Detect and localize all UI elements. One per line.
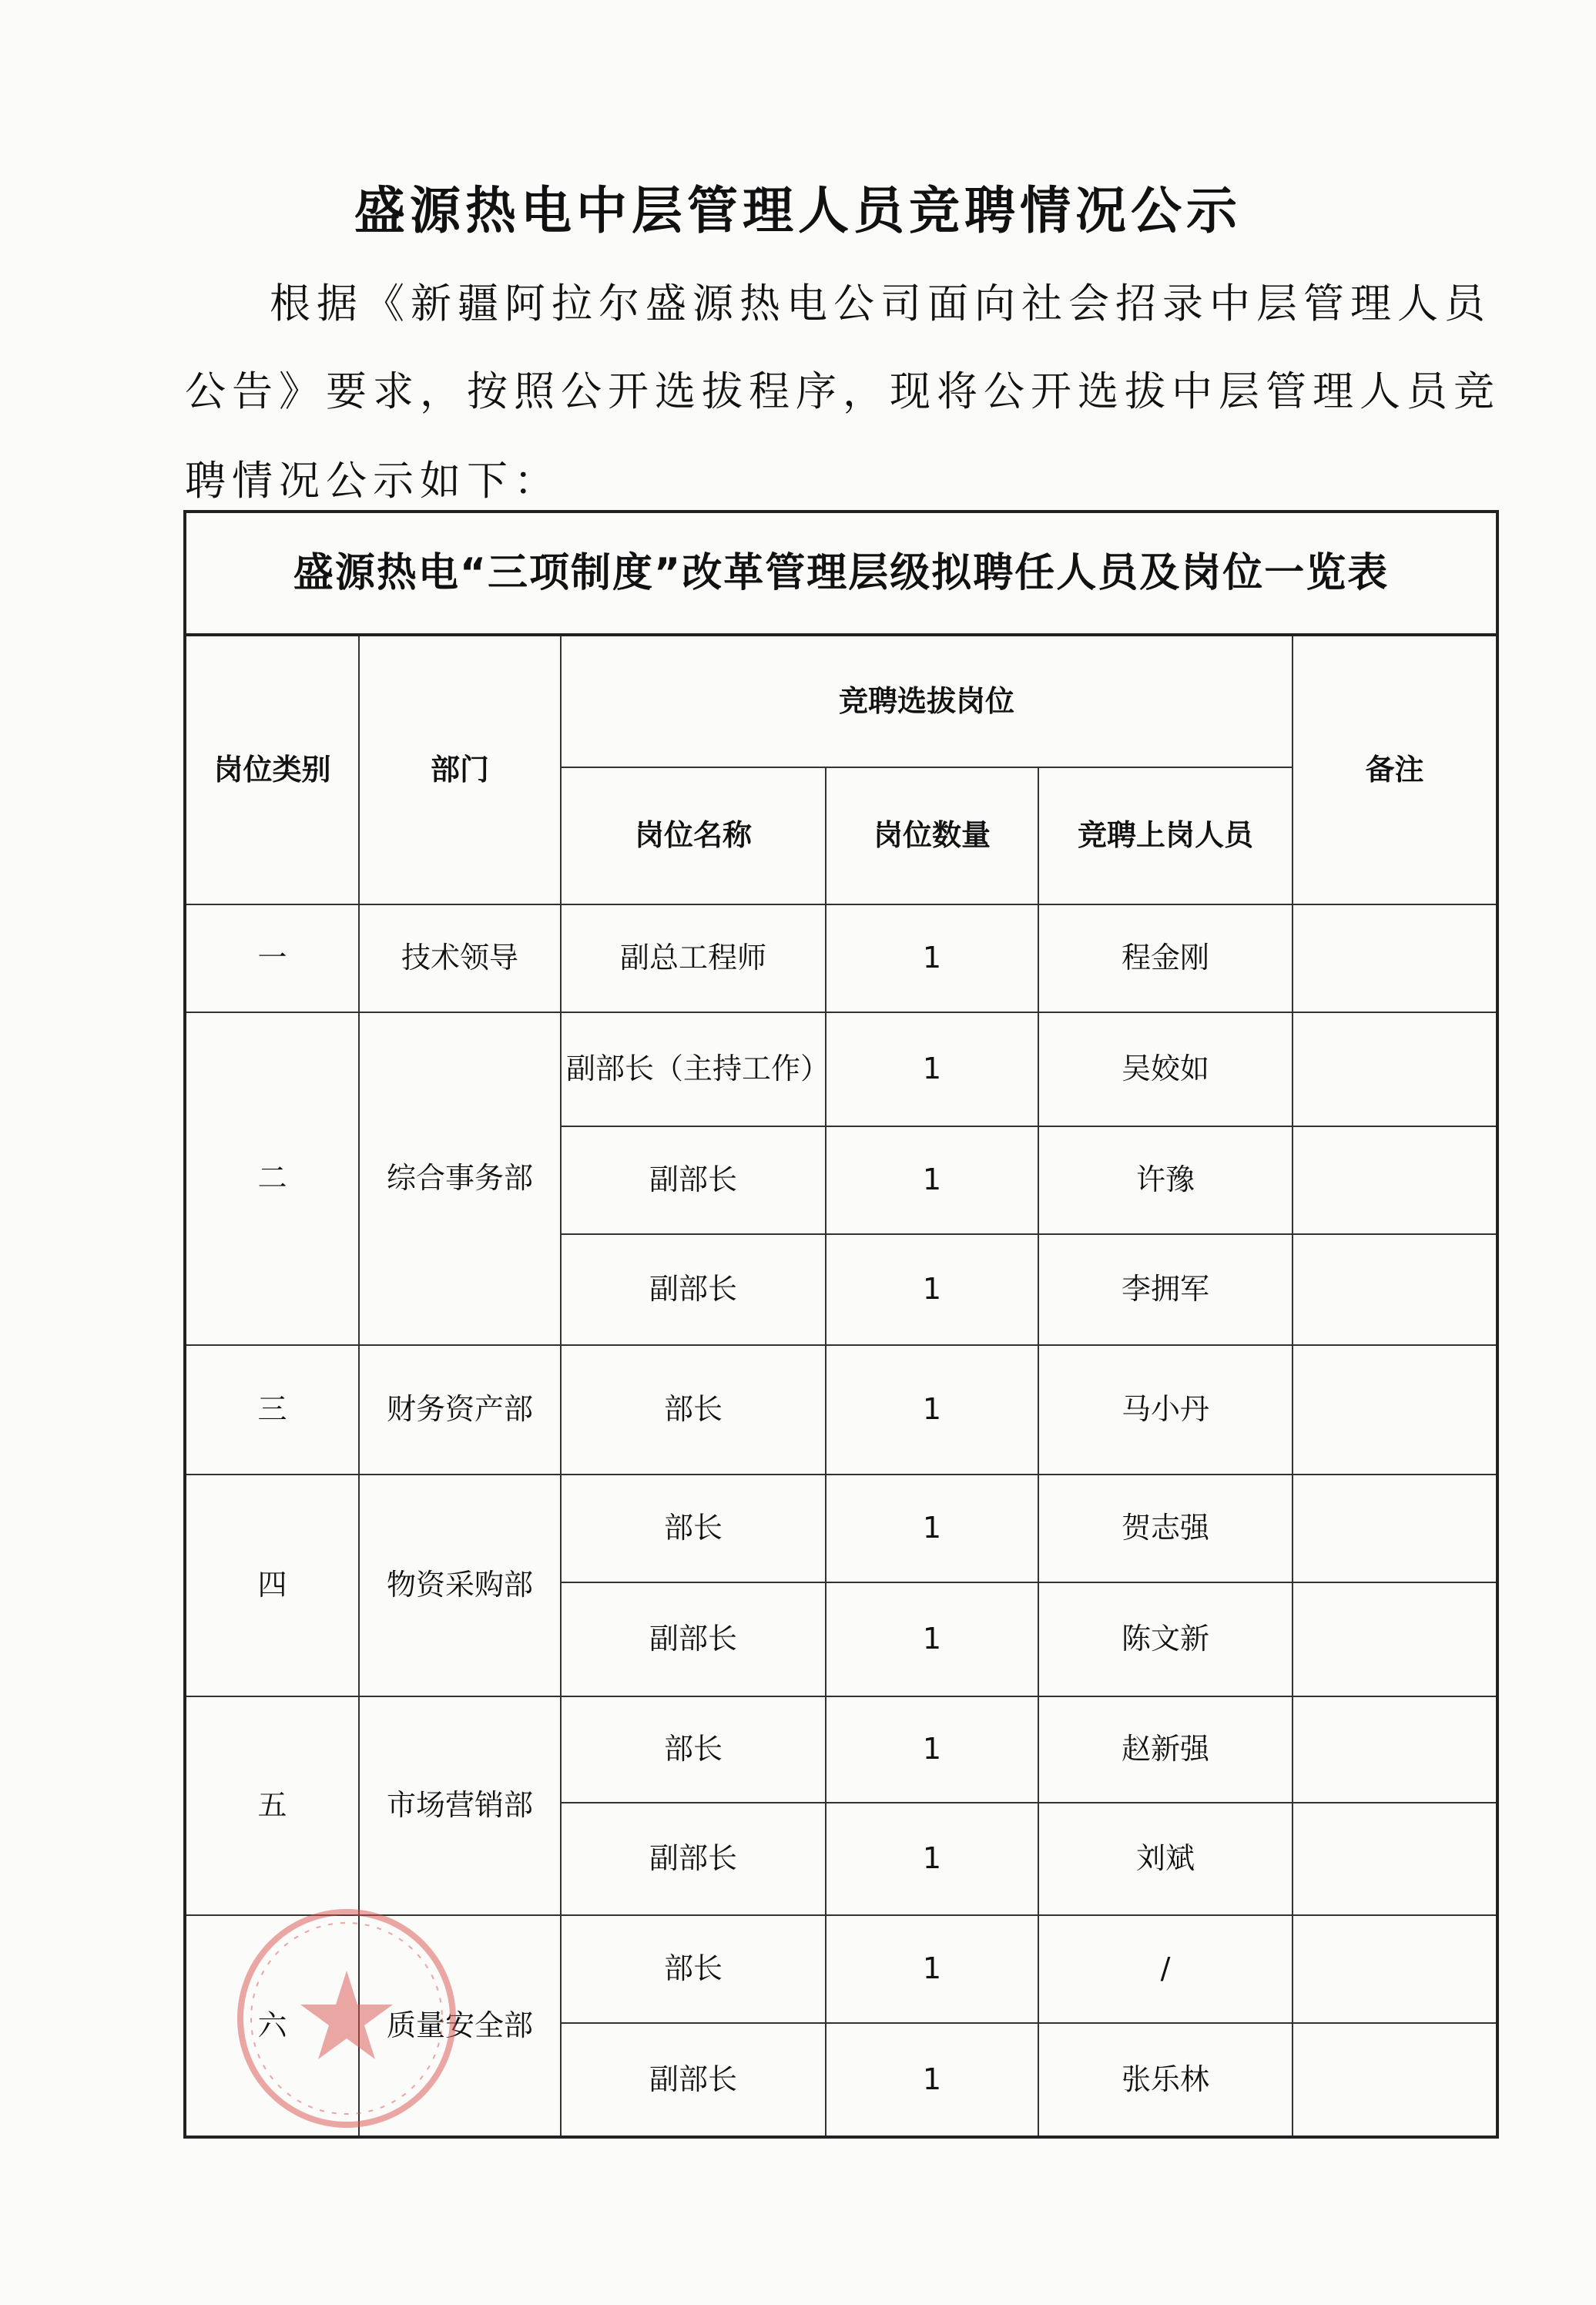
department-cell: 市场营销部: [359, 1696, 561, 1915]
header-count: 岗位数量: [826, 767, 1038, 904]
position-cell: 副部长: [561, 1126, 826, 1234]
department-cell: 技术领导: [359, 904, 561, 1012]
header-person: 竞聘上岗人员: [1038, 767, 1293, 904]
remarks-cell: [1293, 904, 1497, 1012]
table-row: [185, 1696, 1497, 1803]
count-cell: 1: [826, 1012, 1038, 1126]
remarks-cell: [1293, 2023, 1497, 2137]
remarks-cell: [1293, 1234, 1497, 1345]
category-cell: 一: [185, 904, 359, 1012]
intro-line-3: 聘情况公示如下：: [185, 458, 561, 505]
category-cell: 三: [185, 1345, 359, 1475]
count-cell: 1: [826, 904, 1038, 1012]
category-cell: 二: [185, 1012, 359, 1345]
position-cell: 副部长: [561, 1234, 826, 1345]
person-cell: 程金刚: [1038, 904, 1293, 1012]
count-cell: 1: [826, 1126, 1038, 1234]
count-cell: 1: [826, 1582, 1038, 1696]
position-cell: 副部长（主持工作）: [561, 1012, 826, 1126]
remarks-cell: [1293, 1345, 1497, 1475]
person-cell: 张乐林: [1038, 2023, 1293, 2137]
header-position: 岗位名称: [561, 767, 826, 904]
table-caption: 盛源热电“三项制度”改革管理层级拟聘任人员及岗位一览表: [185, 512, 1497, 635]
person-cell: 陈文新: [1038, 1582, 1293, 1696]
table-row: [185, 1475, 1497, 1582]
official-seal-icon: [231, 1903, 462, 2134]
position-cell: 部长: [561, 1915, 826, 2023]
remarks-cell: [1293, 1475, 1497, 1582]
count-cell: 1: [826, 1803, 1038, 1915]
header-group: 竞聘选拔岗位: [561, 635, 1293, 767]
position-cell: 副部长: [561, 2023, 826, 2137]
department-cell: 物资采购部: [359, 1475, 561, 1696]
remarks-cell: [1293, 1696, 1497, 1803]
count-cell: 1: [826, 2023, 1038, 2137]
table-row: [185, 904, 1497, 1012]
department-cell: 财务资产部: [359, 1345, 561, 1475]
count-cell: 1: [826, 1696, 1038, 1803]
category-cell: 五: [185, 1696, 359, 1915]
department-cell: 综合事务部: [359, 1012, 561, 1345]
count-cell: 1: [826, 1345, 1038, 1475]
position-cell: 部长: [561, 1696, 826, 1803]
person-cell: 马小丹: [1038, 1345, 1293, 1475]
person-cell: 刘斌: [1038, 1803, 1293, 1915]
person-cell: 吴姣如: [1038, 1012, 1293, 1126]
person-cell: /: [1038, 1915, 1293, 2023]
table-row: [185, 1345, 1497, 1475]
page-title: 盛源热电中层管理人员竞聘情况公示: [354, 181, 1242, 240]
header-department: 部门: [359, 635, 561, 904]
person-cell: 许豫: [1038, 1126, 1293, 1234]
remarks-cell: [1293, 1012, 1497, 1126]
category-cell: 四: [185, 1475, 359, 1696]
remarks-cell: [1293, 1126, 1497, 1234]
remarks-cell: [1293, 1915, 1497, 2023]
table-row: [185, 1012, 1497, 1126]
person-cell: 赵新强: [1038, 1696, 1293, 1803]
position-cell: 部长: [561, 1475, 826, 1582]
category-cell: 六: [185, 1915, 359, 2137]
position-cell: 副部长: [561, 1803, 826, 1915]
appointment-table: [183, 510, 1499, 2139]
remarks-cell: [1293, 1582, 1497, 1696]
count-cell: 1: [826, 1475, 1038, 1582]
department-cell: 质量安全部: [359, 1915, 561, 2137]
header-category: 岗位类别: [185, 635, 359, 904]
header-remarks: 备注: [1293, 635, 1497, 904]
intro-line-1: 根据《新疆阿拉尔盛源热电公司面向社会招录中层管理人员: [270, 280, 1491, 327]
person-cell: 贺志强: [1038, 1475, 1293, 1582]
person-cell: 李拥军: [1038, 1234, 1293, 1345]
remarks-cell: [1293, 1803, 1497, 1915]
count-cell: 1: [826, 1915, 1038, 2023]
count-cell: 1: [826, 1234, 1038, 1345]
position-cell: 部长: [561, 1345, 826, 1475]
position-cell: 副总工程师: [561, 904, 826, 1012]
intro-line-2: 公告》要求，按照公开选拔程序，现将公开选拔中层管理人员竞: [185, 368, 1500, 415]
position-cell: 副部长: [561, 1582, 826, 1696]
